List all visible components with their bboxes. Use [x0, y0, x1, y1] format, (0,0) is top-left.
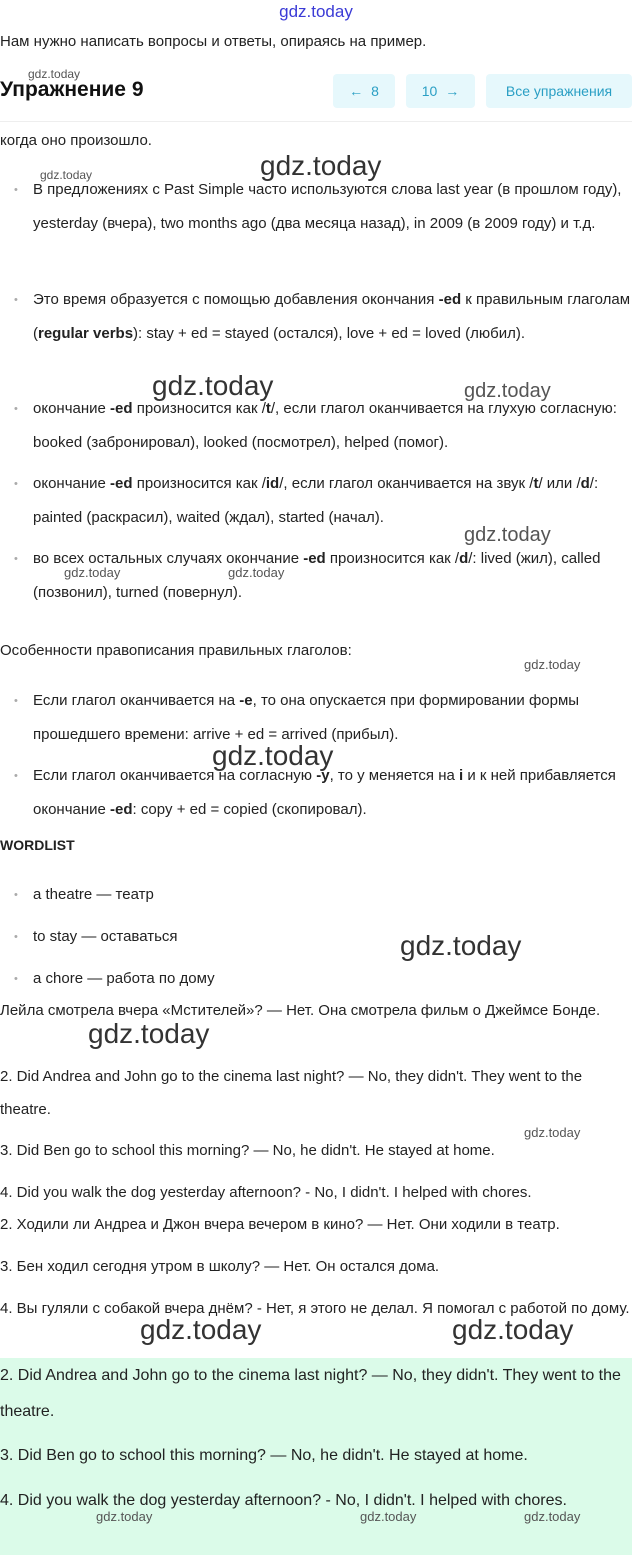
text-segment: во всех остальных случаях окончание — [33, 550, 304, 567]
watermark: gdz.today — [464, 380, 551, 402]
answer-line: 2. Ходили ли Андреа и Джон вчера вечером в кино? — Нет. Они ходили в театр. — [0, 1216, 560, 1233]
list-item — [33, 283, 631, 351]
answer-line: 2. Did Andrea and John go to the cinema last night? — No, they didn't. They went to the theatre. — [0, 1068, 583, 1118]
text-segment: / или / — [538, 475, 581, 492]
answer-line: 3. Did Ben go to school this morning? — No, he didn't. He stayed at home. — [0, 1142, 495, 1159]
watermark: gdz.today — [212, 740, 334, 771]
watermark: gdz.today — [400, 930, 522, 961]
text-segment: Если глагол оканчивается на согласную — [33, 767, 317, 784]
bold-term: -y — [316, 767, 330, 784]
text-segment: , то она опускается при формировании формы прошедшего времени: arrive + ed = arrived (прибыл). — [33, 692, 580, 743]
intro-text: Нам нужно написать вопросы и ответы, опираясь на пример. — [0, 33, 427, 50]
text-segment: ): stay + ed = stayed (остался), love + ed = loved (любил). — [133, 325, 526, 342]
arrow-left-icon: ← — [349, 83, 364, 99]
watermark: gdz.today — [152, 370, 274, 401]
watermark: gdz.today — [96, 1509, 153, 1524]
watermark: gdz.today — [524, 1509, 581, 1524]
text-segment: : copy + ed = copied (скопировал). — [132, 801, 367, 818]
prev-label: 8 — [371, 83, 379, 99]
watermark: gdz.today — [524, 657, 581, 672]
text-segment: /, если глагол оканчивается на глухую согласную: booked (забронировал), looked (посмотрел), helped (помог). — [33, 400, 617, 451]
bold-term: i — [458, 767, 464, 784]
text-segment: произносится как / — [132, 475, 266, 492]
page-title: Упражнение 9 — [0, 78, 144, 101]
bold-term: t — [265, 400, 271, 417]
watermark: gdz.today — [260, 150, 382, 181]
bold-term: d — [459, 550, 469, 567]
text-segment: , то у меняется на — [329, 767, 459, 784]
bold-term: -e — [239, 692, 253, 709]
text-segment: /: lived (жил), called (позвонил), turned (повернул). — [33, 550, 601, 601]
wordlist-title: WORDLIST — [0, 837, 75, 853]
watermark: gdz.today — [88, 1018, 210, 1049]
prev-exercise-button[interactable] — [333, 74, 395, 108]
word-item: • to stay — оставаться — [33, 920, 631, 954]
divider — [0, 121, 632, 122]
bold-term: -ed — [110, 400, 133, 417]
bold-term: -ed — [303, 550, 326, 567]
list-item — [33, 542, 631, 610]
watermark: gdz.today — [28, 67, 81, 81]
watermark: gdz.today — [228, 565, 285, 580]
watermark: gdz.today — [360, 1509, 417, 1524]
bold-term: id — [265, 475, 280, 492]
answer-line: 4. Вы гуляли с собакой вчера днём? - Нет, я этого не делал. Я помогал с работой по дому. — [0, 1300, 630, 1317]
watermark: gdz.today — [140, 1314, 262, 1345]
text-segment: /: painted (раскрасил), waited (ждал), started (начал). — [33, 475, 599, 526]
bold-term: -ed — [110, 801, 133, 818]
answer-line: 2. Did Andrea and John go to the cinema last night? — No, they didn't. They went to the theatre. — [0, 1367, 621, 1420]
highlighted-answer-box — [0, 1358, 632, 1555]
text-segment: окончание — [33, 400, 111, 417]
site-logo[interactable]: gdz.today — [279, 2, 353, 21]
watermark: gdz.today — [64, 565, 121, 580]
arrow-right-icon: → — [445, 83, 460, 99]
answer-line: 4. Did you walk the dog yesterday afternoon? - No, I didn't. I helped with chores. — [0, 1492, 567, 1509]
spelling-title: Особенности правописания правильных глаголов: — [0, 642, 352, 659]
answer-line: Лейла смотрела вчера «Мстителей»? — Нет. Она смотрела фильм о Джеймсе Бонде. — [0, 1002, 601, 1019]
text-segment: произносится как / — [325, 550, 460, 567]
text-segment: окончание — [33, 475, 111, 492]
text-segment: произносится как / — [132, 400, 266, 417]
next-exercise-button[interactable] — [406, 74, 475, 108]
answer-line: 3. Бен ходил сегодня утром в школу? — Нет. Он остался дома. — [0, 1258, 440, 1275]
word-item: • a theatre — театр — [33, 878, 631, 912]
watermark: gdz.today — [40, 168, 93, 182]
list-item — [33, 173, 631, 241]
answer-line: 4. Did you walk the dog yesterday afternoon? - No, I didn't. I helped with chores. — [0, 1184, 532, 1201]
answer-line: 3. Did Ben go to school this morning? — No, he didn't. He stayed at home. — [0, 1447, 528, 1464]
bold-term: regular verbs — [38, 325, 134, 342]
text-segment: и к ней прибавляется окончание — [33, 767, 616, 818]
text-segment: В предложениях с Past Simple часто используются слова last year (в прошлом году), yesterday (вчера), two months ago (два месяца назад), in 2009 (в 2009 году) и т.д. — [33, 181, 622, 232]
text-segment: /, если глагол оканчивается на звук / — [279, 475, 534, 492]
bold-term: d — [580, 475, 590, 492]
bold-term: -ed — [110, 475, 133, 492]
theory-tail: когда оно произошло. — [0, 132, 152, 149]
text-segment: Это время образуется с помощью добавления окончания — [33, 291, 439, 308]
word-item: • a chore — работа по дому — [33, 962, 631, 996]
all-exercises-button[interactable]: Все упражнения — [486, 74, 632, 108]
watermark: gdz.today — [452, 1314, 574, 1345]
watermark: gdz.today — [464, 524, 551, 546]
text-segment: Если глагол оканчивается на — [33, 692, 240, 709]
bold-term: -ed — [438, 291, 462, 308]
text-segment: к правильным глаголам ( — [33, 291, 631, 342]
bold-term: t — [533, 475, 539, 492]
next-label: 10 — [421, 83, 438, 99]
watermark: gdz.today — [524, 1125, 581, 1140]
